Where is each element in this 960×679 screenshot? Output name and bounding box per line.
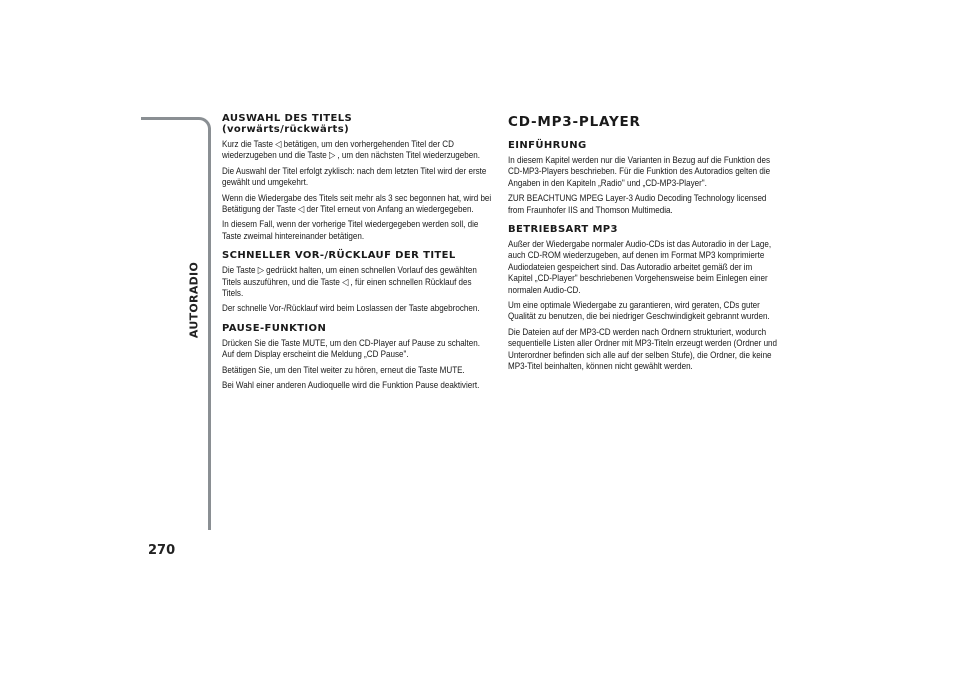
page-number: 270 [148, 543, 176, 558]
paragraph: Betätigen Sie, um den Titel weiter zu hören, erneut die Taste MUTE. [222, 363, 465, 375]
heading-title-selection-sub: (vorwärts/rückwärts) [222, 124, 350, 135]
paragraph: Drücken Sie die Taste MUTE, um den CD-Player auf Pause zu schalten. Auf dem Display erscheint die Meldung „CD Pause". [222, 336, 480, 360]
left-column [222, 113, 494, 395]
paragraph: In diesem Fall, wenn der vorherige Titel wiedergegeben werden soll, die Taste zweimal hintereinander betätigen. [222, 218, 479, 241]
right-column [508, 115, 778, 376]
heading-title-selection-main: AUSWAHL DES TITELS [222, 113, 353, 124]
paragraph: Die Auswahl der Titel erfolgt zyklisch: nach dem letzten Titel wird der erste gewählt und umgekehrt. [222, 164, 487, 188]
paragraph: Bei Wahl einer anderen Audioquelle wird die Funktion Pause deaktiviert. [222, 379, 480, 391]
heading-title-selection [222, 113, 494, 135]
paragraph: Außer der Wiedergabe normaler Audio-CDs ist das Autoradio in der Lage, auch CD-ROM wiederzugeben, auf denen im Format MP3 komprimierte Audiodateien gespeichert sind. Das Autoradio arbeitet gemäß der im Kapitel „CD-Player" beschriebenen Vorgehensweise beim Einlegen einer normalen Audio-CD. [508, 238, 772, 295]
paragraph: Die Taste ▷ gedrückt halten, um einen schnellen Vorlauf des gewählten Titels auszuführen, und die Taste ◁ , für einen schnellen Rücklauf des Titels. [222, 264, 477, 299]
heading-pause-function: PAUSE-FUNKTION [222, 322, 327, 334]
paragraph: Kurz die Taste ◁ betätigen, um den vorhergehenden Titel der CD wiederzugeben und die Taste ▷ , um den nächsten Titel wiederzugeben. [222, 138, 480, 161]
heading-introduction: EINFÜHRUNG [508, 140, 587, 151]
heading-mp3-mode: BETRIEBSART MP3 [508, 224, 618, 236]
paragraph: Um eine optimale Wiedergabe zu garantieren, wird geraten, CDs guter Qualität zu benutzen, die bei niedriger Geschwindigkeit gebrannt wurden. [508, 299, 770, 322]
paragraph: ZUR BEACHTUNG MPEG Layer-3 Audio Decoding Technology licensed from Fraunhofer IIS and Thomson Multimedia. [508, 192, 767, 215]
margin-rule [141, 117, 211, 530]
paragraph: Die Dateien auf der MP3-CD werden nach Ordnern strukturiert, wodurch sequentielle Listen aller Ordner mit MP3-Titeln erzeugt werden (Ordner und Unterordner befinden sich alle auf der selben Stufe), die Ordner, die keine MP3-Titel beinhalten, können nicht gewählt werden. [508, 325, 778, 372]
paragraph: Wenn die Wiedergabe des Titels seit mehr als 3 sec begonnen hat, wird bei Betätigung der Taste ◁ der Titel erneut von Anfang an wiedergegeben. [222, 191, 492, 215]
paragraph: Der schnelle Vor-/Rücklauf wird beim Loslassen der Taste abgebrochen. [222, 302, 480, 314]
heading-fast-forward: SCHNELLER VOR-/RÜCKLAUF DER TITEL [222, 250, 456, 262]
section-label: AUTORADIO [187, 261, 201, 339]
heading-cd-mp3-player: CD-MP3-PLAYER [508, 114, 641, 130]
paragraph: In diesem Kapitel werden nur die Varianten in Bezug auf die Funktion des CD-MP3-Players beschrieben. Für die Funktion des Autoradios gelten die Angaben in den Kapiteln „Radio" und „CD-MP3-Player". [508, 154, 771, 188]
